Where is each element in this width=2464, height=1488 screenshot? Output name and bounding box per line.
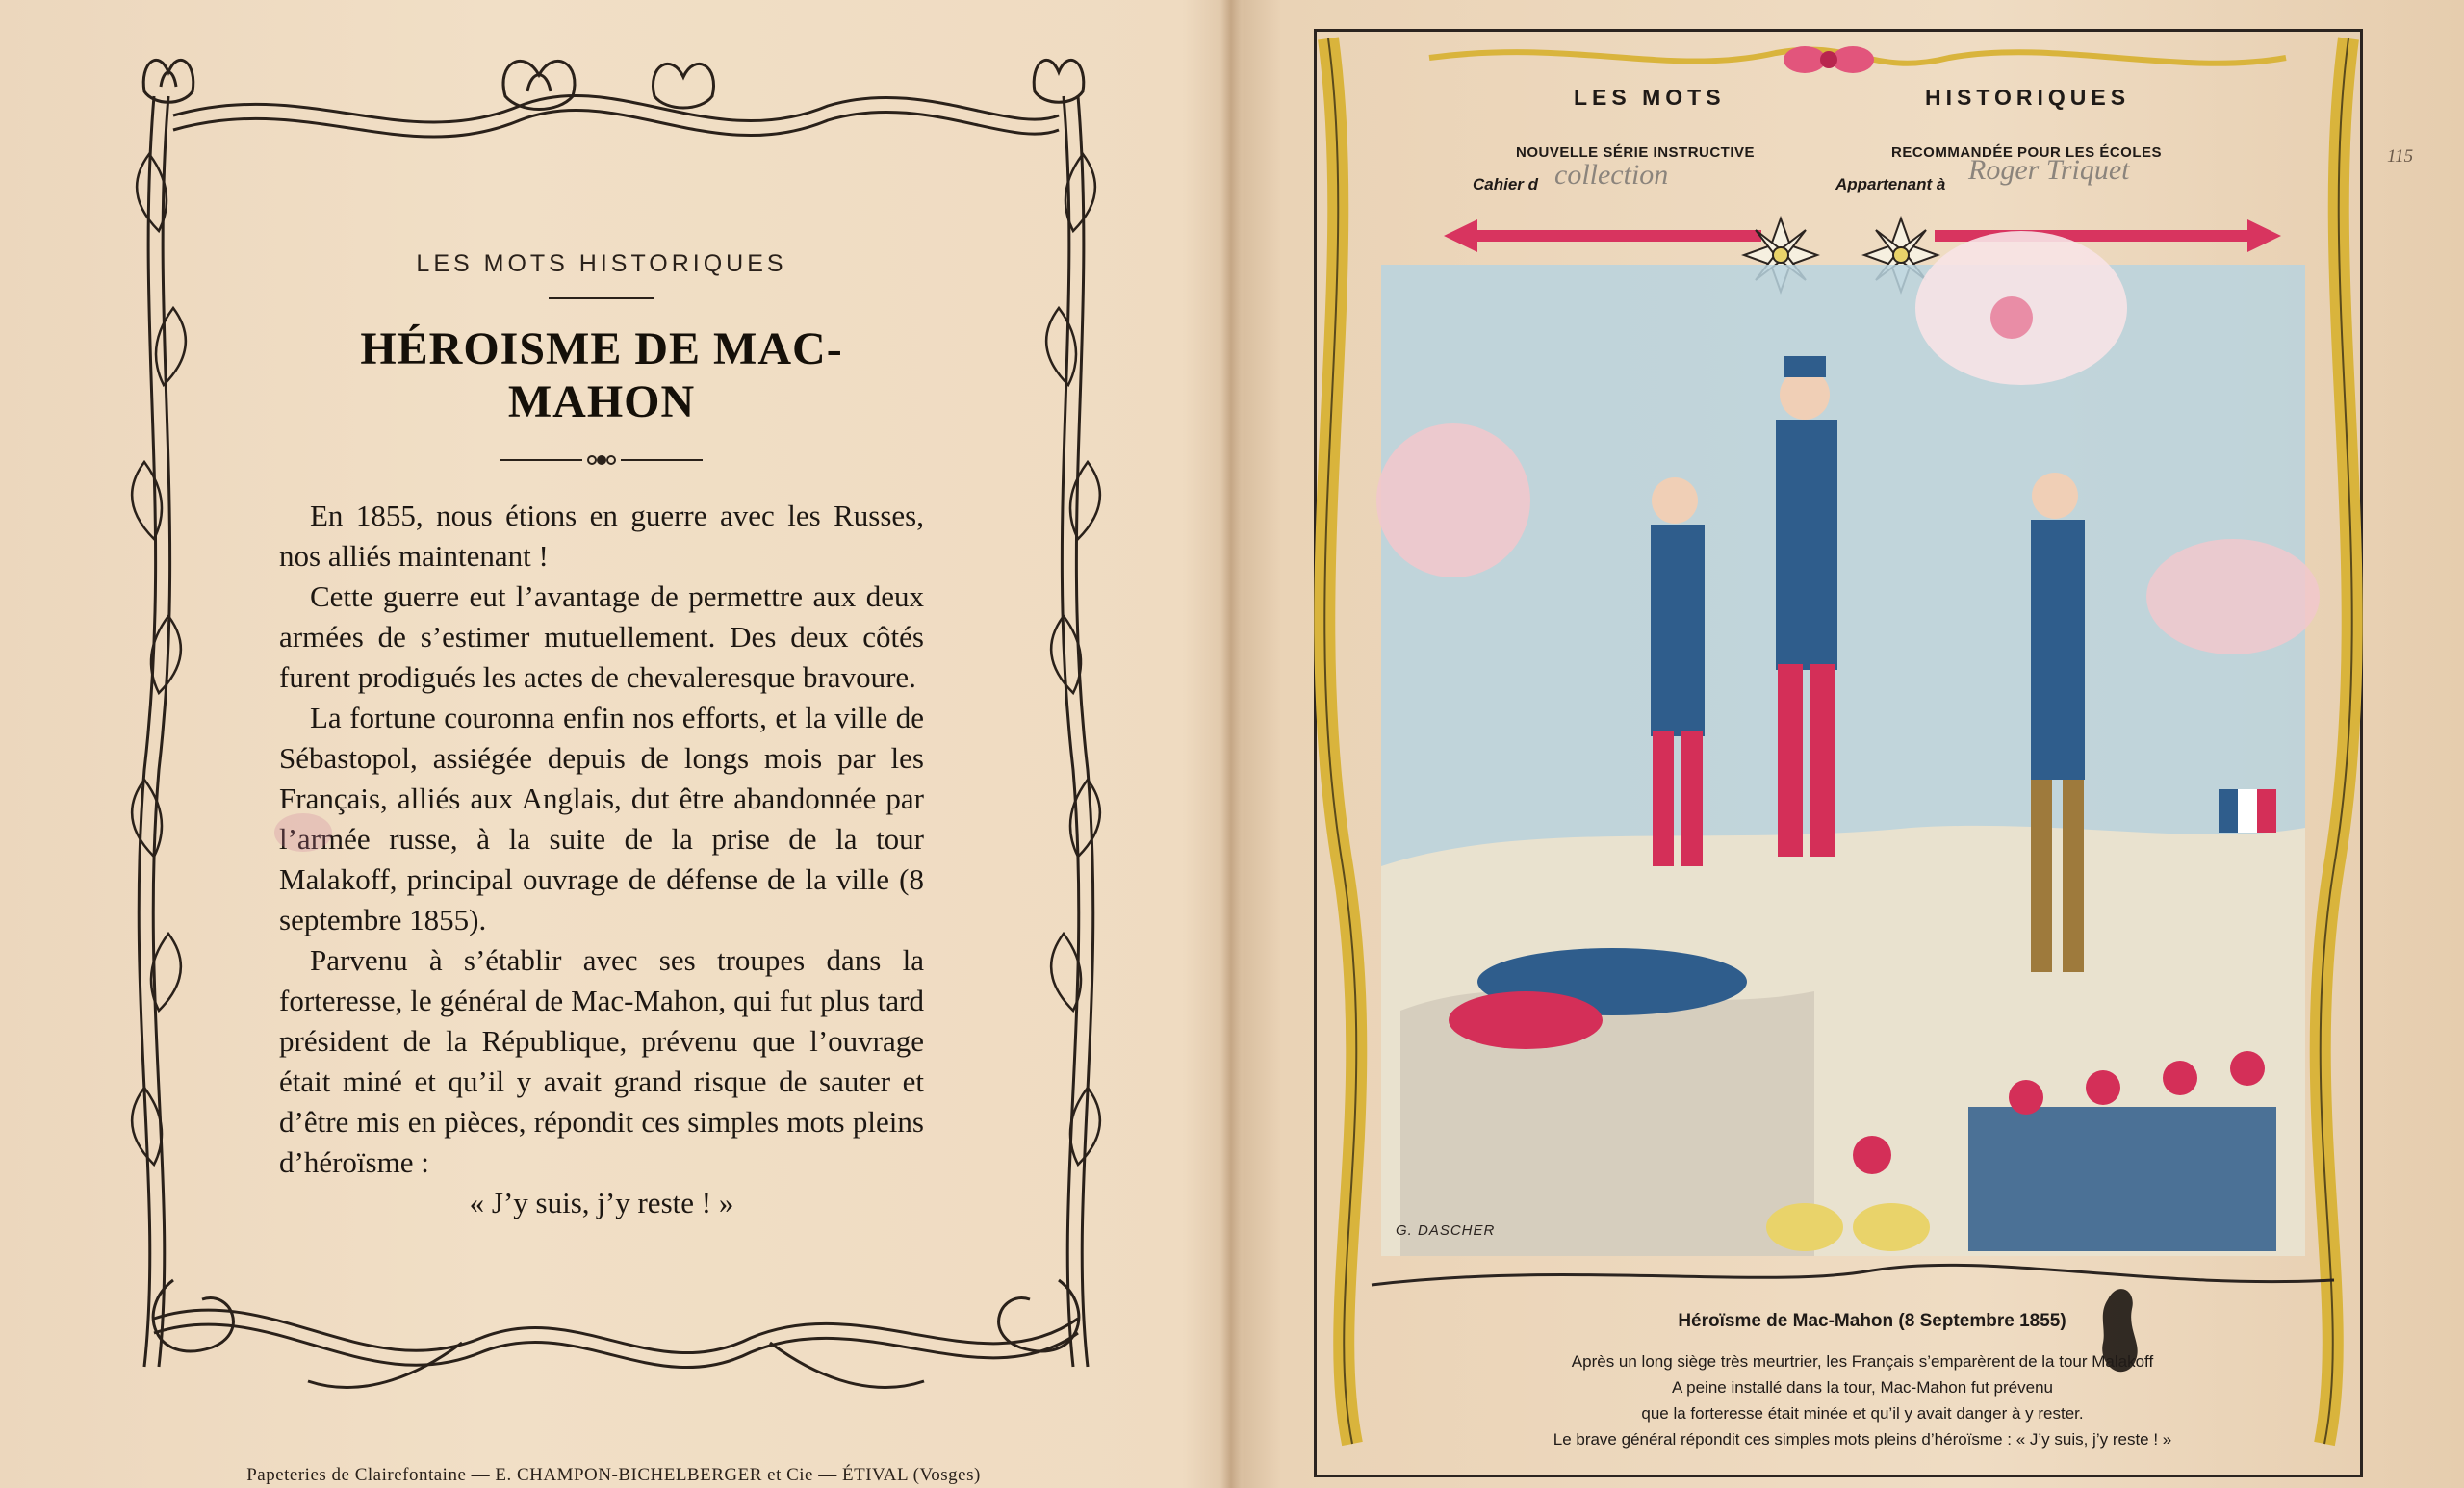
story-paragraph: La fortune couronna enfin nos efforts, et la ville de Sébastopol, assiégée depuis de longs mois par les Français, alliés aux Anglais, dut être abandonnée par l’armée russe, à la suite de la prise de la tour Malakoff, principal ouvrage de défense de la ville (8 septembre 1855). [279, 701, 924, 936]
story-paragraph: Cette guerre eut l’avantage de permettre aux deux armées de s’estimer mutuellement. Des deux côtés furent prodigués les actes de chevaleresque bravoure. [279, 579, 924, 694]
title-rule [549, 297, 654, 299]
cahier-field-label: Cahier d [1473, 175, 1539, 193]
french-flag [2219, 789, 2276, 833]
cahier-handwriting: collection [1554, 159, 1669, 191]
artist-signature: G. DASCHER [1396, 1222, 1496, 1239]
series-title: LES MOTS HISTORIQUES [416, 250, 787, 277]
cover-header-right: HISTORIQUES [1925, 85, 2131, 110]
caption-line: que la forteresse était minée et qu’il y avait danger à y rester. [1641, 1404, 2084, 1423]
caption-line: Après un long siège très meurtrier, les Français s’emparèrent de la tour Malakoff [1571, 1352, 2154, 1371]
publisher-imprint: Papeteries de Clairefontaine — E. CHAMPON-BICHELBERGER et Cie — ÉTIVAL (Vosges) [246, 1465, 981, 1485]
right-page-cover [1237, 0, 2464, 1488]
story-paragraph: En 1855, nous étions en guerre avec les Russes, nos alliés maintenant ! [279, 499, 924, 573]
owner-handwriting: Roger Triquet [1968, 154, 2130, 186]
ink-stain [274, 813, 332, 852]
cover-subtitle-right: RECOMMANDÉE POUR LES ÉCOLES [1891, 144, 2163, 161]
ornament-divider [500, 453, 703, 467]
story-title: HÉROISME DE MAC-MAHON [360, 323, 843, 427]
caption-line: A peine installé dans la tour, Mac-Mahon fut prévenu [1672, 1378, 2053, 1397]
left-page [0, 0, 1227, 1488]
margin-note: 115 [2387, 146, 2414, 167]
story-paragraph: Parvenu à s’établir avec ses troupes dans la forteresse, le général de Mac-Mahon, qui fut plus tard président de la République, prévenu que l’ouvrage était miné et qu’il y avait grand risque de sauter et d’être mis en pièces, répondit ces simples mots pleins d’héroïsme : [279, 943, 924, 1179]
owner-field-label: Appartenant à [1835, 175, 1946, 193]
caption-line: Le brave général répondit ces simples mots pleins d’héroïsme : « J’y suis, j’y reste ! » [1553, 1430, 2172, 1449]
famous-quote: « J’y suis, j’y reste ! » [469, 1186, 734, 1219]
cover-subtitle-left: NOUVELLE SÉRIE INSTRUCTIVE [1516, 144, 1756, 161]
story-text-block [279, 250, 924, 1223]
cover-header-left: LES MOTS [1574, 85, 1726, 110]
cover-illustration [1237, 0, 2464, 1488]
caption-title: Héroïsme de Mac-Mahon (8 Septembre 1855) [1678, 1311, 2066, 1331]
